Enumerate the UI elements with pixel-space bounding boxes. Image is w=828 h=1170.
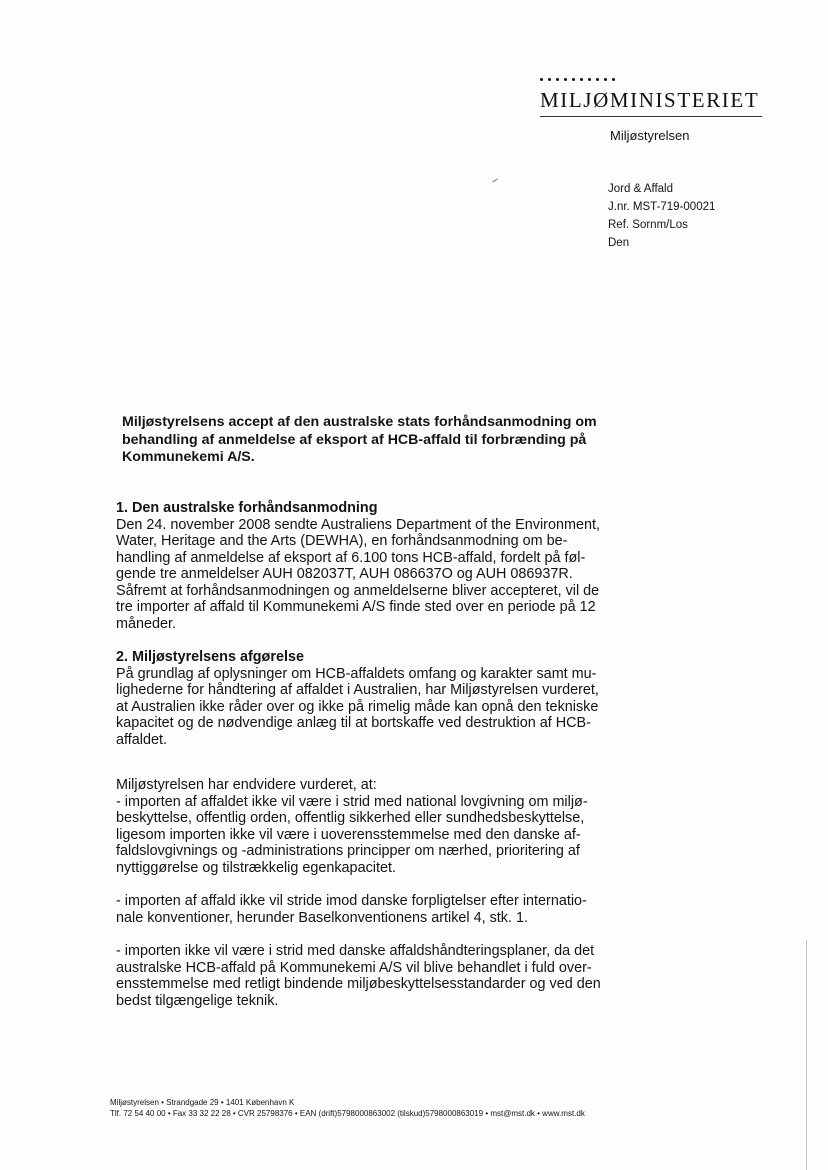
letter-footer bbox=[110, 1097, 585, 1119]
ministry-logo-text: MILJØMINISTERIET bbox=[540, 88, 760, 112]
journal-number: J.nr. MST-719-00021 bbox=[608, 201, 716, 213]
body-line: - importen ikke vil være i strid med danske affaldshåndteringsplaner, da det bbox=[116, 943, 595, 959]
body-line: Den 24. november 2008 sendte Australiens Department of the Environment, bbox=[116, 516, 600, 533]
assessment-intro: Miljøstyrelsen har endvidere vurderet, at: bbox=[116, 777, 377, 793]
body-line: ligesom importen ikke vil være i uoverensstemmelse med den danske af- bbox=[116, 826, 581, 843]
section-2-heading: 2. Miljøstyrelsens afgørelse bbox=[116, 649, 304, 665]
body-line: gende tre anmeldelser AUH 082037T, AUH 086637O og AUH 086937R. bbox=[116, 566, 573, 582]
body-line: lighederne for håndtering af affaldet i Australien, har Miljøstyrelsen vurderet, bbox=[116, 682, 599, 698]
body-line: nyttiggørelse og tilstrækkelig egenkapacitet. bbox=[116, 859, 396, 876]
letter-body bbox=[116, 500, 616, 1009]
body-line: ensstemmelse med retligt bindende miljøbeskyttelsesstandarder og ved den bbox=[116, 976, 601, 992]
body-line: Water, Heritage and the Arts (DEWHA), en forhåndsanmodning om be- bbox=[116, 533, 568, 549]
letter-title bbox=[122, 414, 622, 467]
body-line: nale konventioner, herunder Baselkonventionens artikel 4, stk. 1. bbox=[116, 909, 528, 926]
date-label: Den bbox=[608, 237, 630, 249]
body-line: affaldet. bbox=[116, 731, 167, 748]
body-line: faldslovgivnings og -administrations principper om nærhed, prioritering af bbox=[116, 843, 580, 859]
body-line: - importen af affaldet ikke vil være i strid med national lovgivning om miljø- bbox=[116, 793, 588, 810]
logo-dots bbox=[540, 78, 615, 81]
title-line: Miljøstyrelsens accept af den australske stats forhåndsanmodning om bbox=[122, 414, 597, 430]
reference-initials: Ref. Sornm/Los bbox=[608, 219, 688, 231]
footer-address: Miljøstyrelsen • Strandgade 29 • 1401 København K bbox=[110, 1098, 295, 1107]
body-line: at Australien ikke råder over og ikke på rimelig måde kan opnå den tekniske bbox=[116, 698, 599, 715]
body-line: - importen af affald ikke vil stride imod danske forpligtelser efter internatio- bbox=[116, 893, 587, 909]
title-line: Kommunekemi A/S. bbox=[122, 449, 255, 465]
title-line: behandling af anmeldelse af eksport af HCB-affald til forbrænding på bbox=[122, 431, 587, 448]
scan-artifact bbox=[492, 178, 497, 182]
body-line: australske HCB-affald på Kommunekemi A/S vil blive behandlet i fuld over- bbox=[116, 959, 592, 976]
body-line: bedst tilgængelige teknik. bbox=[116, 992, 279, 1009]
body-line: beskyttelse, offentlig orden, offentlig sikkerhed eller sundhedsbeskyttelse, bbox=[116, 810, 585, 826]
body-line: måneder. bbox=[116, 615, 177, 632]
logo-divider bbox=[540, 116, 762, 117]
body-line: kapacitet og de nødvendige anlæg til at bortskaffe ved destruktion af HCB- bbox=[116, 715, 591, 731]
agency-name: Miljøstyrelsen bbox=[610, 128, 690, 143]
body-line: tre importer af affald til Kommunekemi A/S finde sted over en periode på 12 bbox=[116, 599, 596, 615]
reference-block bbox=[608, 180, 715, 252]
section-1-heading: 1. Den australske forhåndsanmodning bbox=[116, 500, 378, 516]
footer-contact: Tlf. 72 54 40 00 • Fax 33 32 22 28 • CVR 25798376 • EAN (drift)5798000863002 (tilskud)5798000863019 • mst@mst.dk • www.mst.dk bbox=[110, 1109, 585, 1118]
department-label: Jord & Affald bbox=[608, 183, 673, 195]
body-line: handling af anmeldelse af eksport af 6.100 tons HCB-affald, fordelt på føl- bbox=[116, 549, 586, 566]
body-line: Såfremt at forhåndsanmodningen og anmeldelserne bliver accepteret, vil de bbox=[116, 582, 600, 599]
scan-edge bbox=[806, 940, 807, 1170]
body-line: På grundlag af oplysninger om HCB-affaldets omfang og karakter samt mu- bbox=[116, 665, 597, 682]
